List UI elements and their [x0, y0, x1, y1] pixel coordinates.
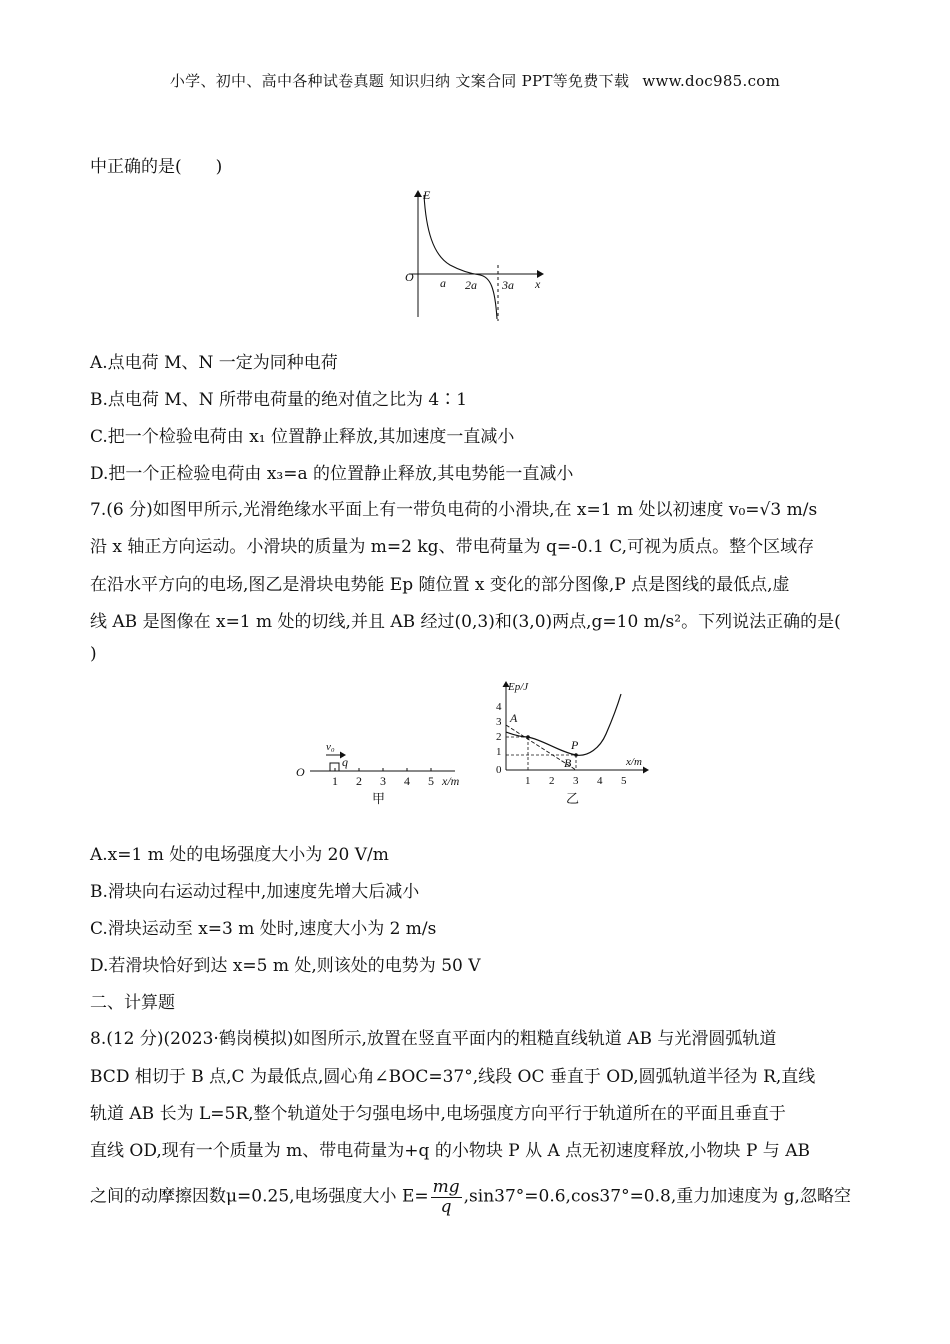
q7-figure-yi [488, 676, 663, 812]
yi-point-A-dot [526, 735, 530, 739]
yi-xtick-2: 2 [549, 775, 555, 787]
q6-option-b: B.点电荷 M、N 所带电荷量的绝对值之比为 4∶1 [90, 390, 468, 410]
yi-point-B: B [564, 756, 572, 770]
jia-label-O: O [296, 765, 305, 779]
yi-x-label: x/m [626, 756, 642, 768]
q6-label-O: O [405, 270, 414, 284]
q6-label-E: E [423, 188, 431, 202]
header-text: 小学、初中、高中各种试卷真题 知识归纳 文案合同 PPT等免费下载 [169, 72, 630, 90]
q8-line-3: 轨道 AB 长为 L=5R,整个轨道处于匀强电场中,电场强度方向平行于轨道所在的平面且垂直于 [90, 1104, 786, 1124]
jia-caption: 甲 [372, 791, 386, 806]
section-title: 二、计算题 [90, 993, 175, 1013]
q8-frac-num: mg [432, 1177, 460, 1197]
q6-stem-tail: 中正确的是( ) [90, 157, 223, 177]
page-header [0, 70, 950, 91]
q6-label-x: x [535, 277, 541, 291]
yi-ytick-0: 0 [496, 764, 502, 776]
jia-tick-1: 1 [332, 774, 338, 788]
yi-point-P: P [571, 738, 579, 752]
yi-ytick-4: 4 [496, 701, 502, 713]
yi-point-P-dot [574, 753, 578, 757]
jia-tick-3: 3 [380, 774, 386, 788]
yi-y-label: Ep/J [508, 681, 529, 693]
jia-tick-4: 4 [404, 774, 410, 788]
yi-xtick-5: 5 [621, 775, 627, 787]
yi-xtick-4: 4 [597, 775, 603, 787]
q8-line-1: 8.(12 分)(2023·鹤岗模拟)如图所示,放置在竖直平面内的粗糙直线轨道 AB 与光滑圆弧轨道 [90, 1029, 777, 1049]
q7-line-1: 7.(6 分)如图甲所示,光滑绝缘水平面上有一带负电荷的小滑块,在 x=1 m 处以初速度 v₀=√3 m/s [90, 500, 818, 520]
q7-option-c: C.滑块运动至 x=3 m 处时,速度大小为 2 m/s [90, 919, 437, 939]
q7-line-5: ) [90, 644, 97, 664]
yi-ytick-2: 2 [496, 731, 502, 743]
q8-line-4: 直线 OD,现有一个质量为 m、带电荷量为+q 的小物块 P 从 A 点无初速度释放,小物块 P 与 AB [90, 1141, 810, 1161]
jia-tick-2: 2 [356, 774, 362, 788]
q7-line-2: 沿 x 轴正方向运动。小滑块的质量为 m=2 kg、带电荷量为 q=-0.1 C,可视为质点。整个区域存 [90, 537, 815, 557]
jia-q: q [342, 755, 348, 769]
q7-figure-jia [290, 735, 480, 810]
q7-line-3: 在沿水平方向的电场,图乙是滑块电势能 Ep 随位置 x 变化的部分图像,P 点是图线的最低点,虚 [90, 575, 790, 595]
q6-tick-a: a [440, 276, 446, 290]
q8-line-5-pre: 之间的动摩擦因数μ=0.25,电场强度大小 E= [90, 1186, 429, 1207]
yi-caption: 乙 [566, 791, 580, 806]
yi-xtick-3: 3 [573, 775, 579, 787]
jia-v0: v₀ [326, 741, 335, 753]
q8-line-5 [90, 1178, 851, 1216]
q6-option-d: D.把一个正检验电荷由 x₃=a 的位置静止释放,其电势能一直减小 [90, 464, 574, 484]
q6-curve [424, 195, 497, 319]
q6-option-a: A.点电荷 M、N 一定为同种电荷 [90, 353, 338, 373]
yi-ytick-3: 3 [496, 716, 502, 728]
q8-fraction [431, 1178, 462, 1216]
q7-option-a: A.x=1 m 处的电场强度大小为 20 V/m [90, 845, 389, 865]
q6-tick-2a: 2a [465, 278, 477, 292]
header-url: www.doc985.com [642, 72, 781, 90]
q7-option-b: B.滑块向右运动过程中,加速度先增大后减小 [90, 882, 420, 902]
q7-option-d: D.若滑块恰好到达 x=5 m 处,则该处的电势为 50 V [90, 956, 481, 976]
q8-line-2: BCD 相切于 B 点,C 为最低点,圆心角∠BOC=37°,线段 OC 垂直于 OD,圆弧轨道半径为 R,直线 [90, 1067, 816, 1087]
q6-figure [395, 185, 555, 325]
q7-line-4: 线 AB 是图像在 x=1 m 处的切线,并且 AB 经过(0,3)和(3,0)两点,g=10 m/s²。下列说法正确的是( [90, 612, 841, 632]
yi-point-A: A [510, 711, 518, 725]
q6-option-c: C.把一个检验电荷由 x₁ 位置静止释放,其加速度一直减小 [90, 427, 515, 447]
yi-xtick-1: 1 [525, 775, 531, 787]
q8-line-5-post: ,sin37°=0.6,cos37°=0.8,重力加速度为 g,忽略空 [463, 1186, 851, 1207]
jia-tick-5: 5 [428, 774, 434, 788]
q8-frac-den: q [440, 1196, 452, 1217]
q6-tick-3a: 3a [502, 278, 514, 292]
jia-axis-label: x/m [442, 774, 460, 788]
yi-ytick-1: 1 [496, 746, 502, 758]
yi-curve [506, 694, 621, 755]
